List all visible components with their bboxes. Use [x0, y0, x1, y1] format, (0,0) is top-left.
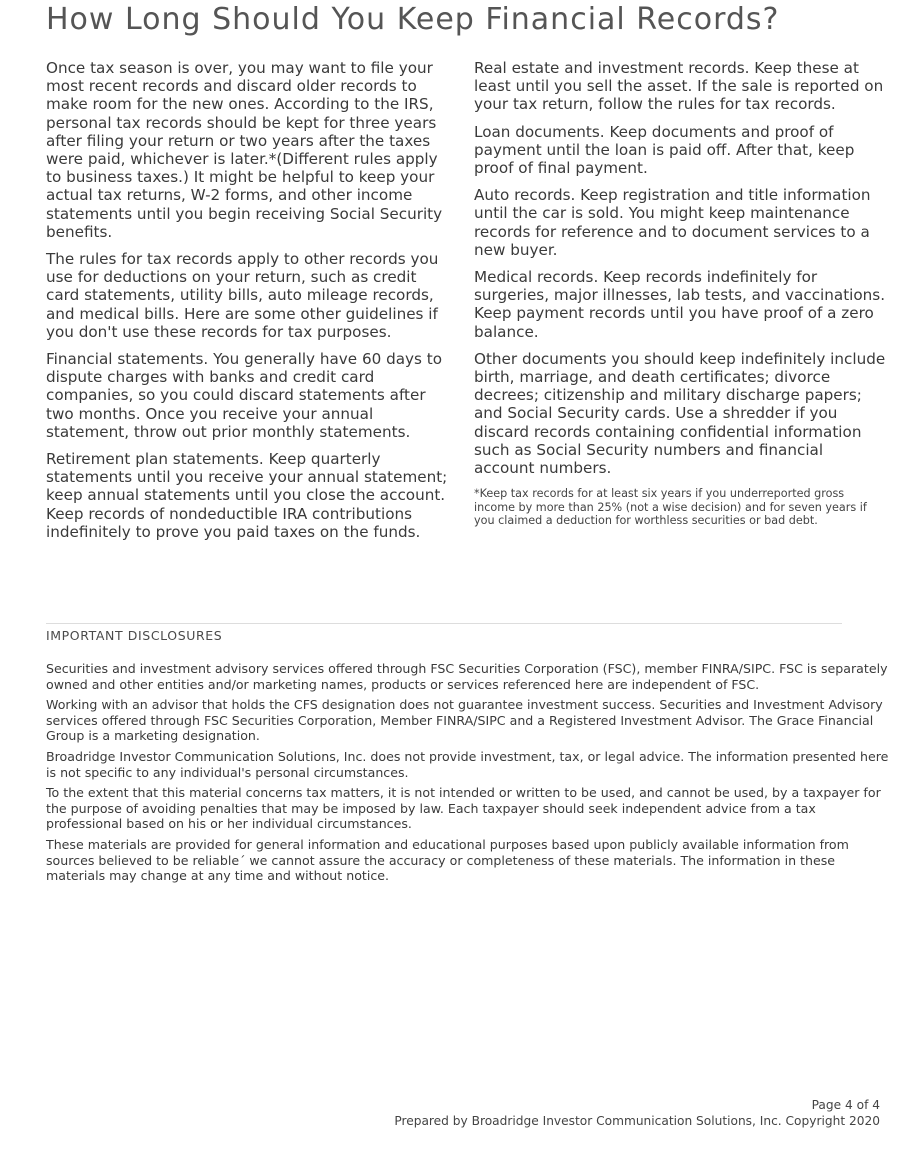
loan-documents-paragraph: Loan documents. Keep documents and proof of payment until the loan is paid off. After that, keep proof of final payment.	[474, 122, 855, 178]
financial-statements-paragraph: Financial statements. You generally have 60 days to dispute charges with banks and credit card companies, so you could discard statements after two months. Once you receive your annual statement, throw out prior monthly statements.	[46, 350, 443, 441]
footnote: *Keep tax records for at least six years if you underreported gross income by more than 25% (not a wise decision) and for seven years if you claimed a deduction for worthless securities or bad debt.	[474, 487, 867, 528]
disclosures-body	[46, 661, 892, 889]
disclosures-heading: IMPORTANT DISCLOSURES	[46, 628, 223, 643]
auto-records-paragraph: Auto records. Keep registration and title information until the car is sold. You might keep maintenance records for reference and to document services to a new buyer.	[474, 186, 871, 259]
page-title: How Long Should You Keep Financial Records?	[46, 2, 780, 37]
disclosure-paragraph: Securities and investment advisory services offered through FSC Securities Corporation (FSC), member FINRA/SIPC. FSC is separately owned and other entities and/or marketing names, products or services referenced here are independent of FSC.	[46, 661, 888, 692]
real-estate-paragraph: Real estate and investment records. Keep these at least until you sell the asset. If the sale is reported on your tax return, follow the rules for tax records.	[474, 59, 884, 114]
disclosures-divider	[46, 623, 842, 624]
tax-rules-paragraph: The rules for tax records apply to other records you use for deductions on your return, such as credit card statements, utility bills, auto mileage records, and medical bills. Here are some other guidelines if you don't use these records for tax purposes.	[46, 250, 439, 341]
page-number: Page 4 of 4	[811, 1098, 880, 1112]
disclosure-paragraph: These materials are provided for general information and educational purposes based upon publicly available information from sources believed to be reliable´ we cannot assure the accuracy or completeness of these materials. The information in these materials may change at any time and without notice.	[46, 836, 849, 884]
other-documents-paragraph: Other documents you should keep indefinitely include birth, marriage, and death certificates; divorce decrees; citizenship and military discharge papers; and Social Security cards. Use a shredder if you discard records containing confidential information such as Social Security numbers and financial account numbers.	[474, 349, 886, 478]
left-column	[46, 59, 454, 550]
intro-paragraph: Once tax season is over, you may want to file your most recent records and discard older records to make room for the new ones. According to the IRS, personal tax records should be kept for three years after filing your return or two years after the taxes were paid, whichever is later.*(Different rules apply to business taxes.) It might be helpful to keep your actual tax returns, W-2 forms, and other income statements until you begin receiving Social Security benefits.	[46, 59, 443, 241]
disclosure-paragraph: To the extent that this material concerns tax matters, it is not intended or written to be used, and cannot be used, by a taxpayer for the purpose of avoiding penalties that may be imposed by law. Each taxpayer should seek independent advice from a tax professional based on his or her individual circumstances.	[46, 785, 881, 832]
retirement-plan-paragraph: Retirement plan statements. Keep quarterly statements until you receive your annual statement; keep annual statements until you close the account. Keep records of nondeductible IRA contributions indefinitely to prove you paid taxes on the funds.	[46, 450, 448, 541]
right-column	[474, 59, 888, 537]
disclosure-paragraph: Working with an advisor that holds the CFS designation does not guarantee investment success. Securities and Investment Advisory services offered through FSC Securities Corporation, Member FINRA/SIPC and a Registered Investment Advisor. The Grace Financial Group is a marketing designation.	[46, 697, 883, 744]
disclosure-paragraph: Broadridge Investor Communication Solutions, Inc. does not provide investment, tax, or legal advice. The information presented here is not specific to any individual's personal circumstances.	[46, 748, 889, 780]
medical-records-paragraph: Medical records. Keep records indefinitely for surgeries, major illnesses, lab tests, and vaccinations. Keep payment records until you have proof of a zero balance.	[474, 268, 886, 341]
prepared-by-credit: Prepared by Broadridge Investor Communication Solutions, Inc. Copyright 2020	[394, 1114, 880, 1128]
